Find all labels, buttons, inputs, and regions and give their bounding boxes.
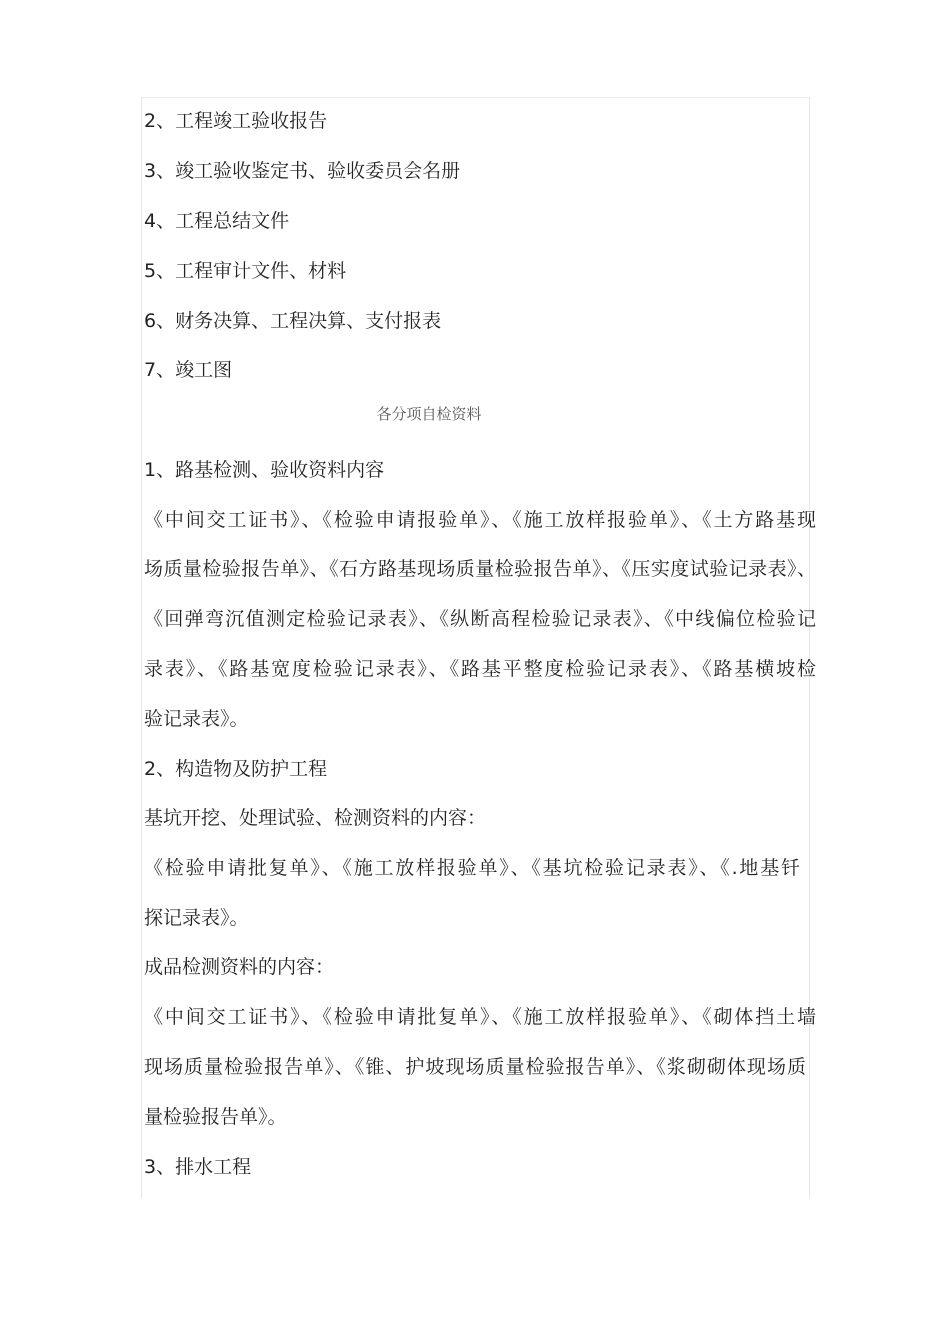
paragraph-line: 场质量检验报告单》、《石方路基现场质量检验报告单》、《压实度试验记录表》、 bbox=[144, 558, 816, 580]
paragraph-line: 验记录表》。 bbox=[144, 708, 249, 730]
section-heading: 3、排水工程 bbox=[144, 1156, 252, 1178]
subsection-label: 成品检测资料的内容： bbox=[144, 956, 335, 978]
list-item: 5、工程审计文件、材料 bbox=[144, 260, 347, 282]
paragraph-line: 量检验报告单》。 bbox=[144, 1106, 287, 1128]
list-item: 2、工程竣工验收报告 bbox=[144, 110, 328, 132]
paragraph-line: 《中间交工证书》、《检验申请批复单》、《施工放样报验单》、《砌体挡土墙 bbox=[144, 1006, 816, 1028]
paragraph-line: 《检验申请批复单》、《施工放样报验单》、《基坑检验记录表》、《.地基钎 bbox=[144, 857, 800, 879]
list-item: 7、竣工图 bbox=[144, 359, 233, 381]
paragraph-line: 现场质量检验报告单》、《锥、护坡现场质量检验报告单》、《浆砌砌体现场质 bbox=[144, 1056, 806, 1078]
list-item: 6、财务决算、工程决算、支付报表 bbox=[144, 310, 442, 332]
section-title: 各分项自检资料 bbox=[376, 405, 482, 423]
paragraph-line: 探记录表》。 bbox=[144, 907, 249, 929]
section-heading: 2、构造物及防护工程 bbox=[144, 758, 328, 780]
paragraph-line: 录表》、《路基宽度检验记录表》、《路基平整度检验记录表》、《路基横坡检 bbox=[144, 658, 816, 680]
section-heading: 1、路基检测、验收资料内容 bbox=[144, 459, 385, 481]
paragraph-line: 《中间交工证书》、《检验申请报验单》、《施工放样报验单》、《土方路基现 bbox=[144, 509, 816, 531]
list-item: 4、工程总结文件 bbox=[144, 210, 290, 232]
list-item: 3、竣工验收鉴定书、验收委员会名册 bbox=[144, 160, 461, 182]
subsection-label: 基坑开挖、处理试验、检测资料的内容： bbox=[144, 807, 487, 829]
paragraph-line: 《回弹弯沉值测定检验记录表》、《纵断高程检验记录表》、《中线偏位检验记 bbox=[144, 608, 816, 630]
